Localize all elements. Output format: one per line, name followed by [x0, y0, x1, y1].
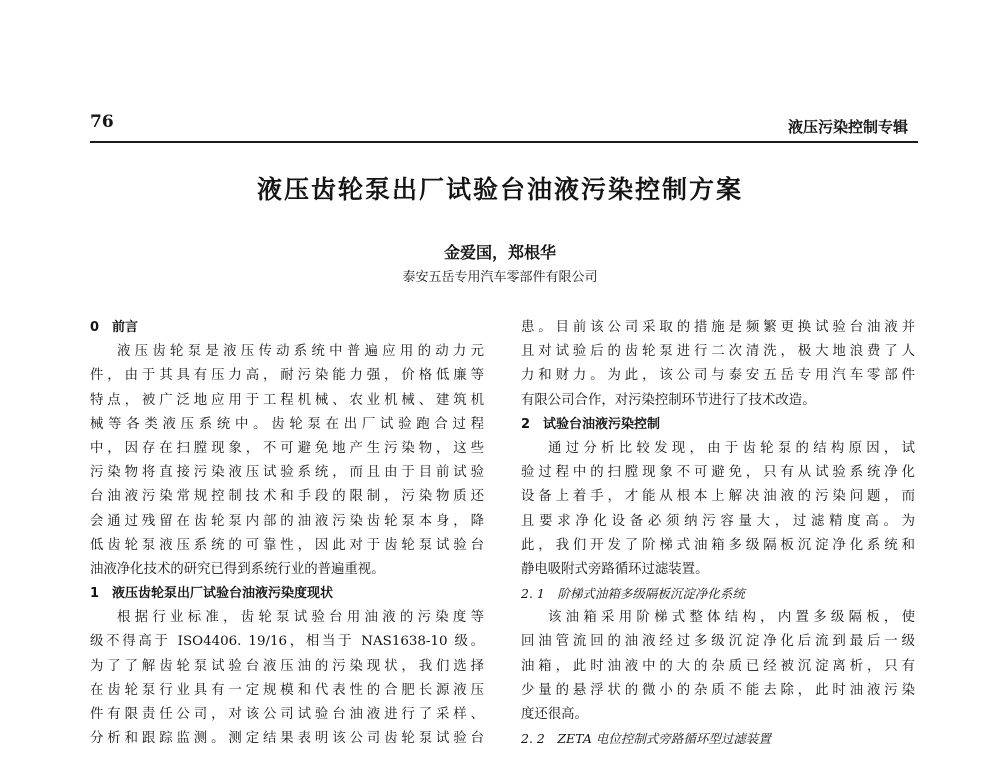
- paragraph-line: 械等各类液压系统中。齿轮泵在出厂试验跑合过程: [90, 416, 484, 432]
- paragraph-line: 少量的悬浮状的微小的杂质不能去除，此时油液污染: [521, 682, 915, 698]
- section-heading-1: 1 液压齿轮泵出厂试验台油液污染度现状: [90, 586, 334, 602]
- paragraph-line: 中，因存在扫膛现象，不可避免地产生污染物，这些: [90, 440, 484, 456]
- paragraph-line: 力和财力。为此，该公司与泰安五岳专用汽车零部件: [521, 368, 915, 384]
- running-title: 液压污染控制专辑: [787, 118, 908, 136]
- paragraph-line: 静电吸附式旁路循环过滤装置。: [521, 561, 709, 577]
- paragraph-line: 在齿轮泵行业具有一定规模和代表性的合肥长源液压: [90, 682, 484, 698]
- header-rule: [90, 141, 918, 143]
- section-heading-0: 0 前言: [90, 320, 139, 335]
- right-column: [521, 316, 915, 751]
- paragraph-line: 污染物将直接污染液压试验系统，而且由于目前试验: [90, 465, 484, 481]
- paragraph-line: 油液净化技术的研究已得到系统行业的普遍重视。: [90, 561, 385, 577]
- paragraph-line: 且对试验后的齿轮泵进行二次清洗，极大地浪费了人: [521, 344, 915, 360]
- page-number: 76: [90, 112, 114, 132]
- authors: 金爱国，郑根华: [443, 243, 556, 262]
- paragraph-line: 设备上着手，才能从根本上解决油液的污染问题，而: [521, 489, 915, 505]
- paragraph-line: 会通过残留在齿轮泵内部的油液污染齿轮泵本身，降: [90, 513, 484, 529]
- paragraph-line: 特点，被广泛地应用于工程机械、农业机械、建筑机: [90, 392, 484, 408]
- paragraph-line: 度还很高。: [521, 707, 588, 722]
- paper-title: 液压齿轮泵出厂试验台油液污染控制方案: [256, 175, 743, 204]
- paragraph-line: 验过程中的扫膛现象不可避免，只有从试验系统净化: [521, 465, 915, 481]
- paragraph-line: 通过分析比较发现，由于齿轮泵的结构原因，试: [548, 440, 915, 456]
- paragraph-line: 根据行业标准，齿轮泵试验台用油液的污染度等: [117, 610, 484, 626]
- paragraph-line: 台油液污染常规控制技术和手段的限制，污染物质还: [90, 489, 484, 505]
- paragraph-line: 件有限责任公司，对该公司试验台油液进行了采样、: [90, 707, 484, 722]
- subsection-heading-2-2: 2. 2 ZETA 电位控制式旁路循环型过滤装置: [521, 731, 771, 747]
- paragraph-line: 该油箱采用阶梯式整体结构，内置多级隔板，使: [548, 610, 915, 626]
- paragraph-line: 有限公司合作，对污染控制环节进行了技术改造。: [521, 392, 816, 408]
- paragraph-line: 级不得高于 ISO4406. 19/16，相当于 NAS1638-10 级。: [90, 634, 484, 650]
- paragraph-line: 件，由于其具有压力高，耐污染能力强，价格低廉等: [90, 368, 484, 384]
- paragraph-line: 油箱，此时油液中的大的杂质已经被沉淀离析，只有: [521, 658, 915, 674]
- paragraph-line: 低齿轮泵液压系统的可靠性，因此对于齿轮泵试验台: [90, 537, 484, 553]
- paragraph-line: 回油管流回的油液经过多级沉淀净化后流到最后一级: [521, 634, 915, 650]
- paragraph-line: 且要求净化设备必须纳污容量大，过滤精度高。为: [521, 513, 915, 529]
- left-column: [90, 316, 484, 751]
- subsection-heading-2-1: 2. 1 阶梯式油箱多级隔板沉淀净化系统: [521, 586, 745, 602]
- paragraph-line: 液压齿轮泵是液压传动系统中普遍应用的动力元: [117, 344, 484, 360]
- paragraph-line: 患。目前该公司采取的措施是频繁更换试验台油液并: [521, 320, 915, 335]
- affiliation: 泰安五岳专用汽车零部件有限公司: [402, 270, 598, 285]
- paragraph-line: 为了了解齿轮泵试验台液压油的污染现状，我们选择: [90, 658, 484, 674]
- section-heading-2: 2 试验台油液污染控制: [521, 416, 661, 432]
- paragraph-line: 此，我们开发了阶梯式油箱多级隔板沉淀净化系统和: [521, 537, 915, 553]
- paragraph-line: 分析和跟踪监测。测定结果表明该公司齿轮泵试验台: [90, 731, 484, 747]
